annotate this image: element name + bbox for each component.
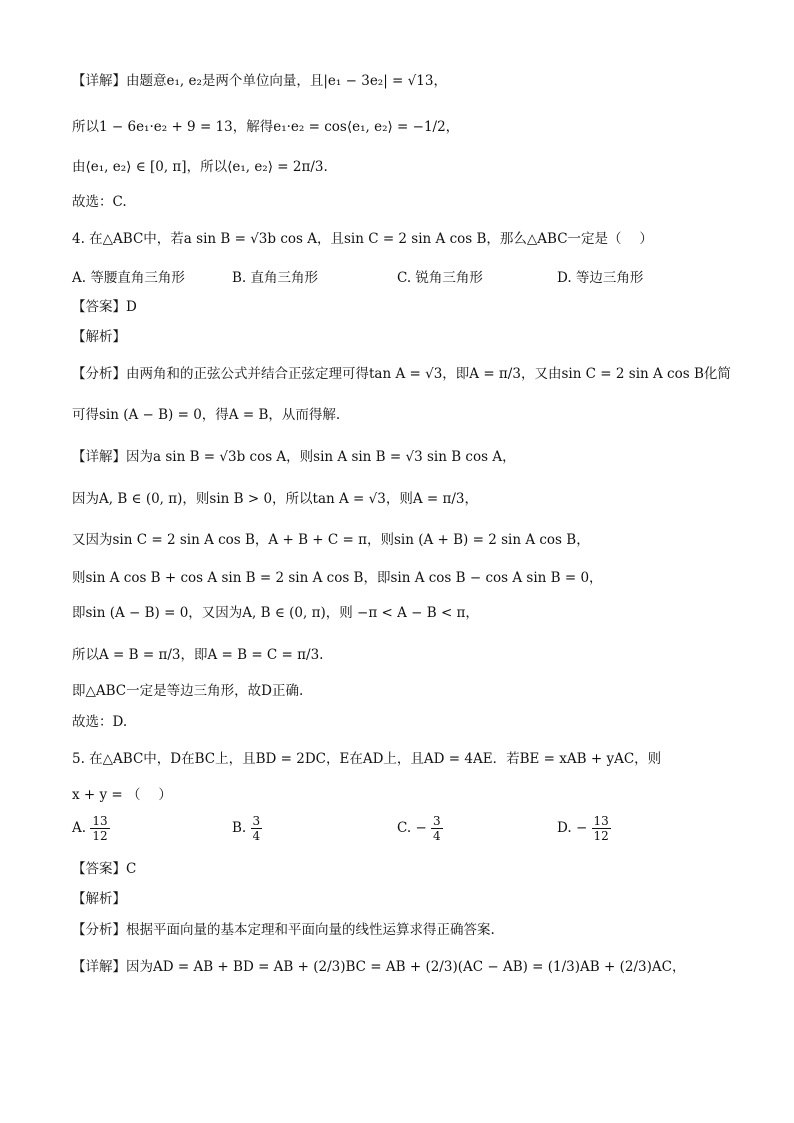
solution-line: 则sin A cos B + cos A sin B = 2 sin A cos B，即sin A cos B − cos A sin B = 0，: [72, 570, 603, 586]
solution-line: 所以1 − 6e₁·e₂ + 9 = 13，解得e₁·e₂ = cos⟨e₁, e₂⟩ = −1/2，: [72, 119, 460, 135]
fraction: $\frac{13}{12}$: [593, 814, 609, 843]
option-c: C. − $\frac{3}{4}$: [397, 814, 441, 843]
solution-line: 故选：D.: [72, 714, 128, 730]
option-c: C. 锐角三角形: [397, 270, 483, 286]
solution-line: 因为A, B ∈ (0, π)，则sin B > 0，所以tan A = √3，则A = π/3，: [72, 491, 478, 507]
analysis-line: 【分析】由两角和的正弦公式并结合正弦定理可得tan A = √3，即A = π/3，又由sin C = 2 sin A cos B化简: [72, 366, 731, 382]
solution-line: 【详解】因为a sin B = √3b cos A，则sin A sin B = √3 sin B cos A，: [72, 449, 516, 465]
analysis-line: 【分析】根据平面向量的基本定理和平面向量的线性运算求得正确答案.: [72, 922, 495, 938]
fraction: $\frac{13}{12}$: [92, 814, 108, 843]
analysis-heading: 【解析】: [72, 329, 126, 345]
solution-line: 【详解】因为AD = AB + BD = AB + (2/3)BC = AB + (2/3)(AC − AB) = (1/3)AB + (2/3)AC，: [72, 959, 686, 975]
question-5-stem: x + y = （ ）: [72, 787, 172, 803]
answer-label: 【答案】C: [72, 861, 137, 877]
option-a: A. $\frac{13}{12}$: [72, 814, 108, 843]
question-4-stem: 4. 在△ABC中，若a sin B = √3b cos A，且sin C = 2 sin A cos B，那么△ABC一定是（ ）: [72, 231, 653, 247]
solution-line: 由⟨e₁, e₂⟩ ∈ [0, π]，所以⟨e₁, e₂⟩ = 2π/3.: [72, 159, 328, 175]
question-5-stem: 5. 在△ABC中，D在BC上，且BD = 2DC，E在AD上，且AD = 4AE．若BE = xAB + yAC，则: [72, 751, 662, 767]
solution-line: 故选：C.: [72, 194, 127, 210]
question-5-options: [72, 814, 732, 850]
solution-line: 即sin (A − B) = 0，又因为A, B ∈ (0, π)，则 −π < A − B < π，: [72, 605, 479, 621]
option-d: D. − $\frac{13}{12}$: [557, 814, 609, 843]
solution-line: 即△ABC一定是等边三角形，故D正确.: [72, 683, 304, 699]
analysis-line: 可得sin (A − B) = 0，得A = B，从而得解.: [72, 407, 341, 423]
option-d: D. 等边三角形: [557, 270, 644, 286]
option-a: A. 等腰直角三角形: [72, 270, 185, 286]
option-b: B. $\frac{3}{4}$: [232, 814, 261, 843]
fraction: $\frac{3}{4}$: [252, 814, 261, 843]
solution-line: 又因为sin C = 2 sin A cos B，A + B + C = π，则sin (A + B) = 2 sin A cos B，: [72, 532, 590, 548]
answer-label: 【答案】D: [72, 299, 137, 315]
solution-line: 【详解】由题意e₁, e₂是两个单位向量，且|e₁ − 3e₂| = √13，: [72, 73, 447, 89]
option-b: B. 直角三角形: [232, 270, 319, 286]
solution-line: 所以A = B = π/3，即A = B = C = π/3.: [72, 647, 324, 663]
analysis-heading: 【解析】: [72, 891, 126, 907]
fraction: $\frac{3}{4}$: [433, 814, 441, 843]
question-4-options: [72, 266, 732, 286]
